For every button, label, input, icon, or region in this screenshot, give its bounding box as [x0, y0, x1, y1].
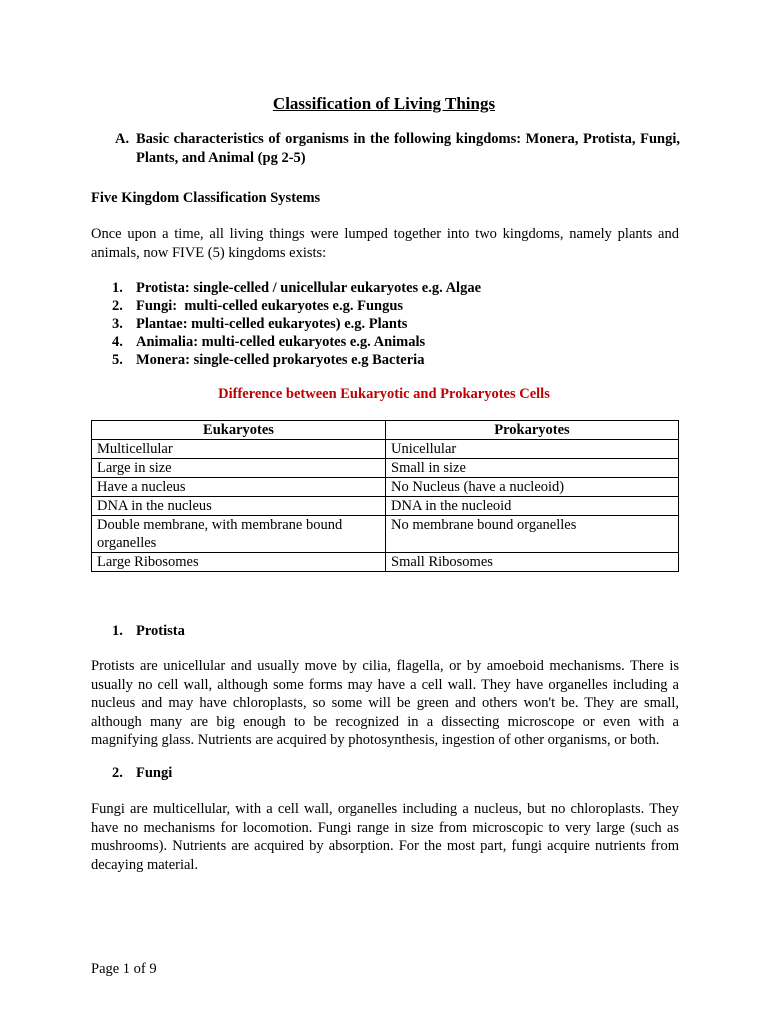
table-cell: Unicellular	[386, 440, 679, 459]
list-item	[112, 279, 672, 297]
protista-paragraph: Protists are unicellular and usually move by cilia, flagella, or by amoeboid mechanisms. There is usually no cell wall, although some forms may have a cell wall. They have organelles including a nucleus and may have chloroplasts, so some will be green and others won't be. They are small, although many are big enough to be recognized in a dissecting microscope or even with a magnifying glass. Nutrients are acquired by photosynthesis, ingestion of other organisms, or both.	[91, 658, 679, 748]
table-row	[92, 553, 679, 572]
table-cell: Large in size	[92, 459, 386, 478]
protista-heading-text: Protista	[136, 623, 185, 639]
kingdom-list	[112, 279, 672, 369]
table-row	[92, 516, 679, 553]
list-item	[112, 333, 672, 351]
list-item-number: 2.	[112, 298, 123, 314]
list-item	[112, 351, 672, 369]
table-row	[92, 459, 679, 478]
table-cell: Small Ribosomes	[386, 553, 679, 572]
section-a	[115, 130, 680, 168]
table-header-row	[92, 421, 679, 440]
list-item-text: Fungi: multi-celled eukaryotes e.g. Fungus	[136, 298, 404, 314]
list-item-number: 5.	[112, 352, 123, 368]
intro-paragraph: Once upon a time, all living things were lumped together into two kingdoms, namely plants and animals, now FIVE (5) kingdoms exists:	[91, 226, 679, 261]
list-item	[112, 315, 672, 333]
protista-heading	[112, 623, 185, 640]
table-cell: DNA in the nucleoid	[386, 497, 679, 516]
table-header-cell: Eukaryotes	[92, 421, 386, 440]
page-title: Classification of Living Things	[272, 94, 496, 113]
protista-number: 1.	[112, 623, 123, 639]
page-footer: Page 1 of 9	[91, 961, 157, 977]
list-item-number: 1.	[112, 280, 123, 296]
table-cell: Have a nucleus	[92, 478, 386, 497]
list-item	[112, 297, 672, 315]
list-item-text: Animalia: multi-celled eukaryotes e.g. Animals	[136, 334, 426, 350]
table-cell: Small in size	[386, 459, 679, 478]
list-item-text: Plantae: multi-celled eukaryotes) e.g. Plants	[136, 316, 408, 332]
table-cell: DNA in the nucleus	[92, 497, 386, 516]
comparison-table	[91, 420, 679, 572]
table-row	[92, 497, 679, 516]
fungi-number: 2.	[112, 765, 123, 781]
table-header-cell: Prokaryotes	[386, 421, 679, 440]
table-cell: Multicellular	[92, 440, 386, 459]
list-item-number: 3.	[112, 316, 123, 332]
section-a-letter: A.	[115, 131, 130, 147]
list-item-number: 4.	[112, 334, 123, 350]
five-kingdom-heading: Five Kingdom Classification Systems	[91, 190, 321, 206]
table-row	[92, 478, 679, 497]
table-cell: Double membrane, with membrane bound organelles	[92, 516, 386, 553]
list-item-text: Protista: single-celled / unicellular eukaryotes e.g. Algae	[136, 280, 482, 296]
section-a-text: Basic characteristics of organisms in the following kingdoms: Monera, Protista, Fungi, Plants, and Animal (pg 2-5)	[136, 131, 680, 166]
table-row	[92, 440, 679, 459]
table-cell: No membrane bound organelles	[386, 516, 679, 553]
table-cell: No Nucleus (have a nucleoid)	[386, 478, 679, 497]
difference-title: Difference between Eukaryotic and Prokaryotes Cells	[218, 386, 550, 402]
fungi-heading	[112, 765, 172, 782]
list-item-text: Monera: single-celled prokaryotes e.g Bacteria	[136, 352, 425, 368]
fungi-heading-text: Fungi	[136, 765, 173, 781]
table-cell: Large Ribosomes	[92, 553, 386, 572]
fungi-paragraph: Fungi are multicellular, with a cell wall, organelles including a nucleus, but no chloroplasts. They have no mechanisms for locomotion. Fungi range in size from microscopic to very large (such as mushrooms). Nutrients are acquired by absorption. For the most part, fungi acquire nutrients from decaying material.	[91, 801, 679, 873]
